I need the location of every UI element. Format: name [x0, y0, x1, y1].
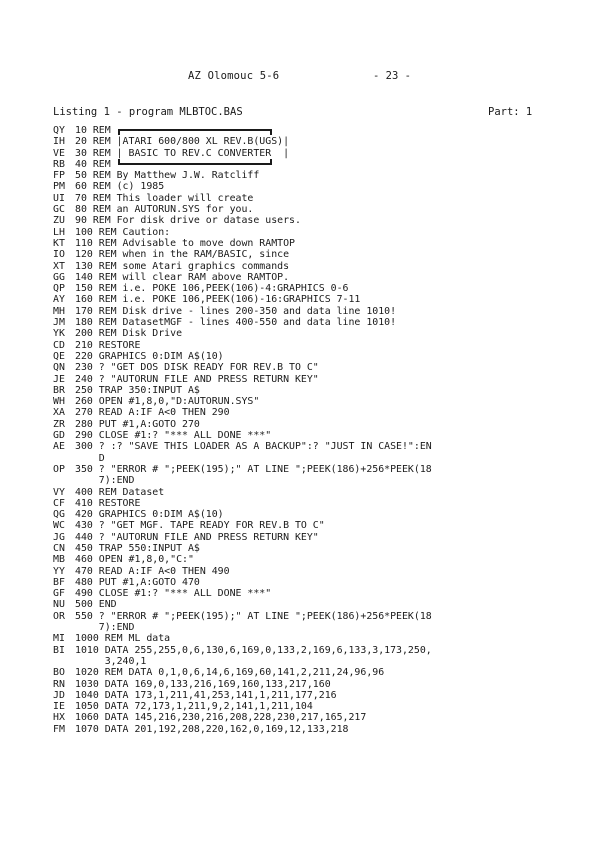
code-text: 90 REM For disk drive or datase users. [75, 215, 301, 227]
checksum-code: IO [53, 249, 65, 261]
listing-line [53, 622, 563, 633]
listing-line [53, 125, 563, 136]
listing-line [53, 679, 563, 690]
listing-line [53, 464, 563, 475]
listing-line [53, 396, 563, 407]
code-text: 410 RESTORE [75, 497, 141, 509]
listing-line [53, 554, 563, 565]
code-text: 1040 DATA 173,1,211,41,253,141,1,211,177,216 [75, 689, 337, 701]
code-text: 1070 DATA 201,192,208,220,162,0,169,12,133,218 [75, 723, 349, 735]
code-text: 290 CLOSE #1:? "*** ALL DONE ***" [75, 430, 272, 442]
code-text: 400 REM Dataset [75, 486, 165, 498]
listing-line [53, 599, 563, 610]
listing-line [53, 509, 563, 520]
checksum-code: FM [53, 723, 65, 735]
listing-title: Listing 1 - program MLBTOC.BAS [53, 106, 243, 118]
listing-line [53, 181, 563, 192]
checksum-code: BR [53, 384, 65, 396]
listing-line [53, 159, 563, 170]
listing-line [53, 453, 563, 464]
listing-line [53, 328, 563, 339]
listing-header [53, 106, 553, 120]
code-text: 500 END [75, 599, 117, 611]
code-text: 490 CLOSE #1:? "*** ALL DONE ***" [75, 588, 272, 600]
listing-line [53, 633, 563, 644]
checksum-code: QG [53, 509, 65, 521]
checksum-code: QY [53, 125, 65, 136]
checksum-code: UI [53, 192, 65, 204]
part-label: Part: 1 [488, 106, 533, 118]
checksum-code: AY [53, 294, 65, 306]
code-text: 100 REM Caution: [75, 226, 171, 238]
code-text: 230 ? "GET DOS DISK READY FOR REV.B TO C" [75, 362, 319, 374]
listing-line [53, 430, 563, 441]
listing-line [53, 577, 563, 588]
listing-line [53, 193, 563, 204]
checksum-code: NU [53, 599, 65, 611]
checksum-code: OP [53, 463, 65, 475]
code-text: 130 REM some Atari graphics commands [75, 260, 290, 272]
checksum-code: GD [53, 430, 65, 442]
code-text: 20 REM |ATARI 600/800 XL REV.B(UGS)| [75, 136, 290, 148]
listing-line [53, 724, 563, 735]
checksum-code: XT [53, 260, 65, 272]
magazine-title: AZ Olomouc 5-6 [188, 70, 280, 82]
listing-line [53, 306, 563, 317]
checksum-code: RB [53, 158, 65, 170]
code-text: 270 READ A:IF A<0 THEN 290 [75, 407, 230, 419]
checksum-code: QP [53, 283, 65, 295]
listing-line [53, 407, 563, 418]
listing-line [53, 317, 563, 328]
checksum-code: IH [53, 136, 65, 148]
checksum-code: CD [53, 339, 65, 351]
code-text: 1020 REM DATA 0,1,0,6,14,6,169,60,141,2,211,24,96,96 [75, 667, 385, 679]
listing-line [53, 520, 563, 531]
code-text: 7):END [75, 475, 135, 487]
checksum-code: GC [53, 204, 65, 216]
listing-line [53, 441, 563, 452]
checksum-code: BO [53, 667, 65, 679]
page-number: - 23 - [373, 70, 411, 82]
code-text: 170 REM Disk drive - lines 200-350 and data line 1010! [75, 305, 397, 317]
listing-line [53, 588, 563, 599]
code-text: 120 REM when in the RAM/BASIC, since [75, 249, 290, 261]
code-text: 180 REM DatasetMGF - lines 400-550 and data line 1010! [75, 317, 397, 329]
code-text: 200 REM Disk Drive [75, 328, 183, 340]
checksum-code: IE [53, 701, 65, 713]
listing-line [53, 645, 563, 656]
listing-line [53, 261, 563, 272]
listing-line [53, 272, 563, 283]
page-header [0, 70, 600, 84]
code-text: 430 ? "GET MGF. TAPE READY FOR REV.B TO C" [75, 520, 325, 532]
listing-line [53, 701, 563, 712]
checksum-code: QN [53, 362, 65, 374]
box-top-border [118, 129, 272, 131]
code-text: 30 REM | BASIC TO REV.C CONVERTER | [75, 147, 290, 159]
listing-line [53, 498, 563, 509]
code-text: 140 REM will clear RAM above RAMTOP. [75, 271, 290, 283]
listing-line [53, 475, 563, 486]
code-text: 60 REM (c) 1985 [75, 181, 165, 193]
listing-line [53, 215, 563, 226]
listing-line [53, 690, 563, 701]
listing-line [53, 656, 563, 667]
code-text: 1010 DATA 255,255,0,6,130,6,169,0,133,2,169,6,133,3,173,250, [75, 644, 432, 656]
checksum-code: QE [53, 350, 65, 362]
code-text: 1050 DATA 72,173,1,211,9,2,141,1,211,104 [75, 701, 313, 713]
checksum-code: GF [53, 588, 65, 600]
listing-line [53, 283, 563, 294]
checksum-code: BF [53, 576, 65, 588]
code-text: 480 PUT #1,A:GOTO 470 [75, 576, 200, 588]
listing-line [53, 170, 563, 181]
checksum-code: HX [53, 712, 65, 724]
program-listing [53, 125, 563, 735]
listing-line [53, 136, 563, 147]
checksum-code: BI [53, 644, 65, 656]
listing-line [53, 566, 563, 577]
code-text: 3,240,1 [75, 655, 147, 667]
code-text: 1030 DATA 169,0,133,216,169,160,133,217,160 [75, 678, 331, 690]
code-text: 420 GRAPHICS 0:DIM A$(10) [75, 509, 224, 521]
listing-line [53, 238, 563, 249]
checksum-code: OR [53, 610, 65, 622]
listing-line [53, 667, 563, 678]
code-text: 240 ? "AUTORUN FILE AND PRESS RETURN KEY" [75, 373, 319, 385]
listing-line [53, 148, 563, 159]
listing-line [53, 294, 563, 305]
checksum-code: JG [53, 531, 65, 543]
code-text: 80 REM an AUTORUN.SYS for you. [75, 204, 254, 216]
checksum-code: ZU [53, 215, 65, 227]
code-text: 260 OPEN #1,8,0,"D:AUTORUN.SYS" [75, 396, 260, 408]
code-text: 10 REM [75, 125, 272, 136]
code-text: 40 REM [75, 159, 272, 170]
listing-line [53, 374, 563, 385]
listing-line [53, 351, 563, 362]
checksum-code: AE [53, 441, 65, 453]
code-text: 110 REM Advisable to move down RAMTOP [75, 237, 295, 249]
checksum-code: GG [53, 271, 65, 283]
code-text: 550 ? "ERROR # ";PEEK(195);" AT LINE ";PEEK(186)+256*PEEK(18 [75, 610, 432, 622]
checksum-code: WH [53, 396, 65, 408]
code-text: 160 REM i.e. POKE 106,PEEK(106)-16:GRAPHICS 7-11 [75, 294, 361, 306]
code-text: 7):END [75, 622, 135, 634]
checksum-code: JM [53, 317, 65, 329]
listing-line [53, 362, 563, 373]
listing-line [53, 487, 563, 498]
listing-line [53, 340, 563, 351]
code-text: 50 REM By Matthew J.W. Ratcliff [75, 170, 260, 182]
code-text: 450 TRAP 550:INPUT A$ [75, 542, 200, 554]
checksum-code: LH [53, 226, 65, 238]
checksum-code: CN [53, 542, 65, 554]
checksum-code: VE [53, 147, 65, 159]
code-text: 250 TRAP 350:INPUT A$ [75, 384, 200, 396]
listing-line [53, 249, 563, 260]
checksum-code: MH [53, 305, 65, 317]
listing-line [53, 712, 563, 723]
code-text: 150 REM i.e. POKE 106,PEEK(106)-4:GRAPHICS 0-6 [75, 283, 349, 295]
checksum-code: JD [53, 689, 65, 701]
checksum-code: KT [53, 237, 65, 249]
code-text: 210 RESTORE [75, 339, 141, 351]
checksum-code: MI [53, 633, 65, 645]
listing-line [53, 204, 563, 215]
code-text: 70 REM This loader will create [75, 192, 254, 204]
checksum-code: RN [53, 678, 65, 690]
checksum-code: CF [53, 497, 65, 509]
checksum-code: XA [53, 407, 65, 419]
code-text: 460 OPEN #1,8,0,"C:" [75, 554, 194, 566]
listing-line [53, 385, 563, 396]
listing-line [53, 611, 563, 622]
listing-line [53, 543, 563, 554]
checksum-code: YY [53, 565, 65, 577]
listing-line [53, 227, 563, 238]
checksum-code: MB [53, 554, 65, 566]
code-text: D [75, 452, 105, 464]
checksum-code: YK [53, 328, 65, 340]
code-text: 280 PUT #1,A:GOTO 270 [75, 418, 200, 430]
checksum-code: PM [53, 181, 65, 193]
code-text: 440 ? "AUTORUN FILE AND PRESS RETURN KEY" [75, 531, 319, 543]
code-text: 1060 DATA 145,216,230,216,208,228,230,217,165,217 [75, 712, 367, 724]
code-text: 350 ? "ERROR # ";PEEK(195);" AT LINE ";PEEK(186)+256*PEEK(18 [75, 463, 432, 475]
code-text: 220 GRAPHICS 0:DIM A$(10) [75, 350, 224, 362]
listing-line [53, 532, 563, 543]
checksum-code: ZR [53, 418, 65, 430]
checksum-code: FP [53, 170, 65, 182]
box-bottom-border [118, 163, 272, 165]
checksum-code: JE [53, 373, 65, 385]
listing-line [53, 419, 563, 430]
checksum-code: VY [53, 486, 65, 498]
code-text: 1000 REM ML data [75, 633, 171, 645]
code-text: 470 READ A:IF A<0 THEN 490 [75, 565, 230, 577]
checksum-code: WC [53, 520, 65, 532]
code-text: 300 ? :? "SAVE THIS LOADER AS A BACKUP":? "JUST IN CASE!":EN [75, 441, 432, 453]
